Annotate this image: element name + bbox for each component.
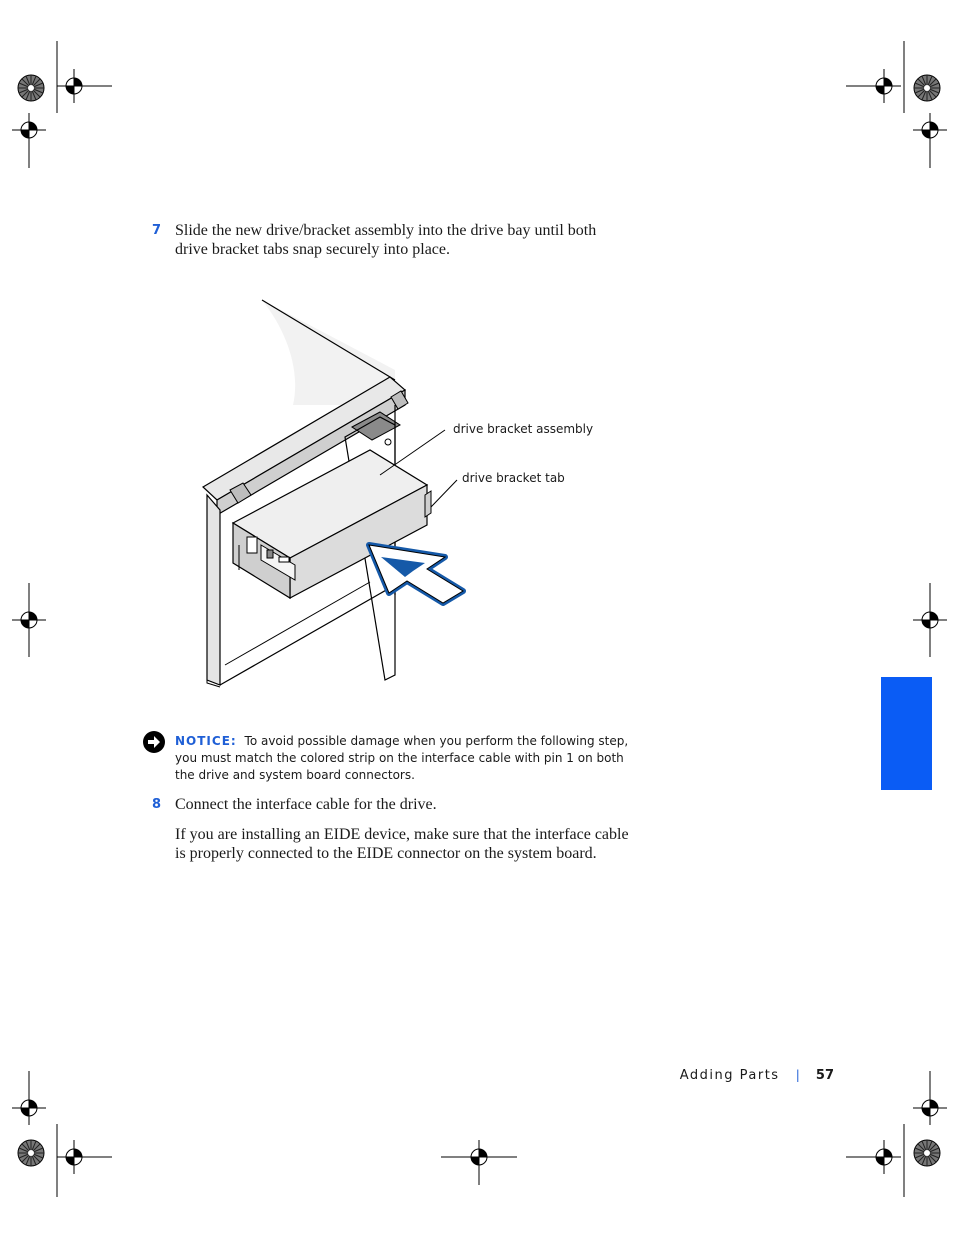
page-footer bbox=[680, 1068, 834, 1083]
registration-crosshair-icon bbox=[12, 603, 46, 637]
registration-starburst-icon bbox=[18, 1140, 44, 1166]
step-7-text: Slide the new drive/bracket assembly into the drive bay until both drive bracket tabs snap securely into place. bbox=[175, 222, 597, 258]
callout-drive-bracket-assembly: drive bracket assembly bbox=[453, 422, 594, 436]
registration-crosshair-icon bbox=[57, 1140, 91, 1174]
footer-separator: | bbox=[795, 1068, 800, 1082]
step-number-7: 7 bbox=[152, 223, 162, 238]
callout-drive-bracket-tab: drive bracket tab bbox=[462, 471, 565, 485]
registration-starburst-icon bbox=[914, 75, 940, 101]
registration-starburst-icon bbox=[914, 1140, 940, 1166]
registration-crosshair-icon bbox=[57, 69, 91, 103]
notice-arrow-icon bbox=[142, 730, 166, 754]
notice-text: To avoid possible damage when you perform the following step, you must match the colored strip on the interface cable with pin 1 on both the drive and system board connectors. bbox=[175, 734, 629, 782]
registration-crosshair-icon bbox=[913, 113, 947, 147]
drive-installation-figure bbox=[195, 295, 655, 695]
page-number: 57 bbox=[815, 1068, 834, 1083]
registration-crosshair-icon bbox=[462, 1140, 496, 1174]
registration-crosshair-icon bbox=[12, 113, 46, 147]
footer-section-title: Adding Parts bbox=[679, 1068, 780, 1083]
insert-arrow-icon bbox=[369, 545, 463, 603]
step-8-text: Connect the interface cable for the drive. bbox=[175, 796, 437, 813]
registration-crosshair-icon bbox=[12, 1091, 46, 1125]
step-number-8: 8 bbox=[152, 797, 162, 812]
notice-label: NOTICE: bbox=[175, 734, 237, 748]
registration-crosshair-icon bbox=[913, 603, 947, 637]
registration-crosshair-icon bbox=[867, 1140, 901, 1174]
eide-paragraph: If you are installing an EIDE device, make sure that the interface cable is properly connected to the EIDE connector on the system board. bbox=[175, 826, 629, 862]
notice-block bbox=[175, 733, 635, 784]
registration-crosshair-icon bbox=[867, 69, 901, 103]
registration-crosshair-icon bbox=[913, 1091, 947, 1125]
chapter-thumb-tab bbox=[881, 677, 932, 790]
registration-starburst-icon bbox=[18, 75, 44, 101]
